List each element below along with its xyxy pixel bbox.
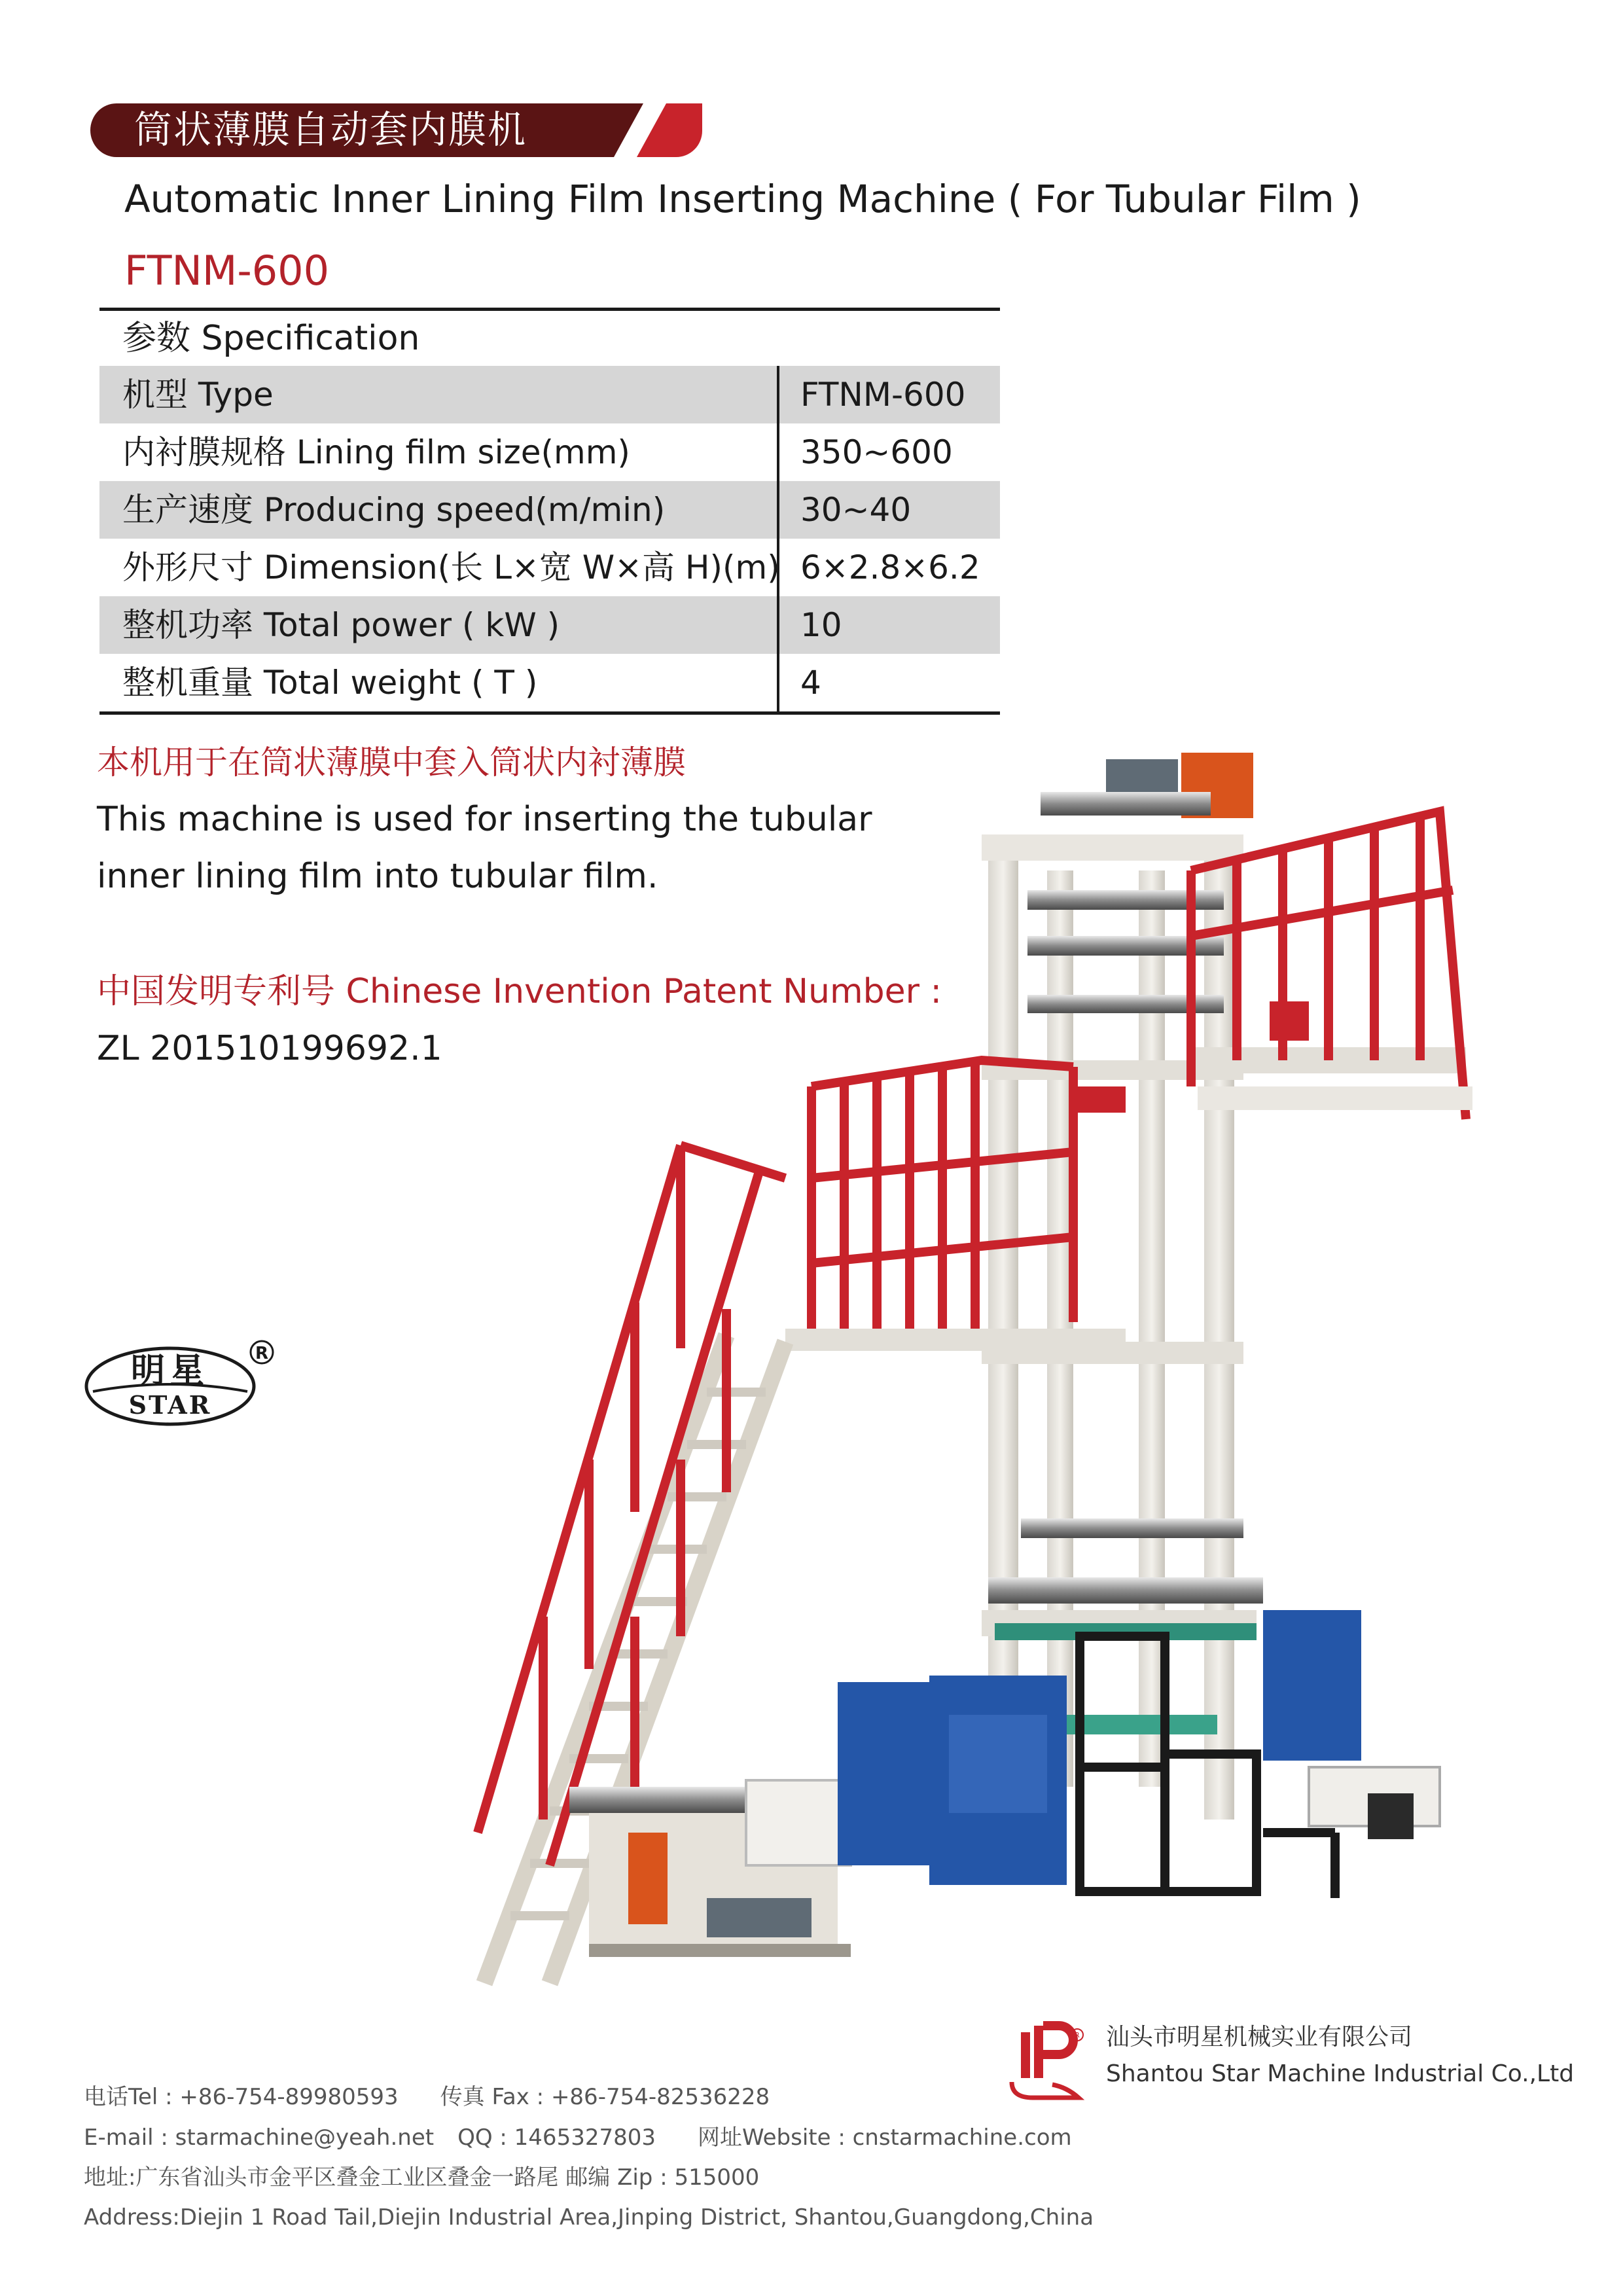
- email-address: E-mail : starmachine@yeah.net: [84, 2125, 435, 2151]
- company-name-en: Shantou Star Machine Industrial Co.,Ltd: [1106, 2060, 1575, 2087]
- title-cn: 筒状薄膜自动套内膜机: [134, 107, 527, 152]
- spec-row: [99, 654, 1000, 711]
- website-address: 网址Website : cnstarmachine.com: [698, 2125, 1072, 2151]
- spec-value: 6×2.8×6.2: [777, 539, 1000, 596]
- address-cn: 地址:广东省汕头市金平区叠金工业区叠金一路尾 邮编 Zip : 515000: [84, 2164, 760, 2191]
- svg-text:STAR: STAR: [128, 1390, 212, 1420]
- spec-label: 生产速度 Producing speed(m/min): [122, 491, 666, 529]
- spec-row: [99, 596, 1000, 654]
- qq-number: QQ : 1465327803: [457, 2125, 656, 2151]
- company-logo: [1007, 2019, 1085, 2104]
- spec-row: [99, 423, 1000, 481]
- spec-value: 350~600: [777, 423, 1000, 481]
- spec-label: 机型 Type: [122, 376, 274, 414]
- spec-row: [99, 366, 1000, 423]
- contact-online-line: [84, 2122, 1072, 2153]
- address-en: Address:Diejin 1 Road Tail,Diejin Industrial Area,Jinping District, Shantou,Guangdong,China: [84, 2204, 1094, 2231]
- spec-value: 10: [777, 596, 1000, 654]
- spec-label: 内衬膜规格 Lining film size(mm): [122, 433, 630, 471]
- title-en: Automatic Inner Lining Film Inserting Machine ( For Tubular Film ): [124, 177, 1361, 221]
- spec-row: [99, 481, 1000, 539]
- company-name-cn: 汕头市明星机械实业有限公司: [1106, 2024, 1413, 2051]
- model-code: FTNM-600: [124, 247, 330, 295]
- contact-phone-line: [84, 2081, 770, 2113]
- fax-number: 传真 Fax : +86-754-82536228: [440, 2084, 770, 2110]
- spec-value: FTNM-600: [777, 366, 1000, 423]
- spec-value: 4: [777, 654, 1000, 711]
- description-en-line1: This machine is used for inserting the tubular: [97, 800, 872, 839]
- spec-label: 整机功率 Total power ( kW ): [122, 606, 560, 644]
- spec-value: 30~40: [777, 481, 1000, 539]
- description-en-line2: inner lining film into tubular film.: [97, 857, 658, 896]
- svg-text:明星: 明星: [130, 1351, 210, 1391]
- svg-text:R: R: [255, 1344, 269, 1363]
- patent-number: ZL 201510199692.1: [97, 1029, 442, 1068]
- description-cn: 本机用于在筒状薄膜中套入筒状内衬薄膜: [97, 744, 686, 781]
- spec-header: 参数 Specification: [122, 319, 420, 358]
- phone-number: 电话Tel : +86-754-89980593: [84, 2084, 399, 2110]
- star-brand-logo: [79, 1335, 281, 1433]
- spec-row: [99, 539, 1000, 596]
- spec-label: 整机重量 Total weight ( T ): [122, 664, 538, 702]
- spec-label: 外形尺寸 Dimension(长 L×宽 W×高 H)(m): [122, 548, 780, 586]
- spec-table: [99, 308, 1000, 715]
- patent-label: 中国发明专利号 Chinese Invention Patent Number :: [97, 972, 942, 1011]
- machine-illustration: [419, 720, 1531, 2003]
- spec-bottom-rule: [99, 711, 1000, 715]
- svg-text:R: R: [1075, 2031, 1080, 2039]
